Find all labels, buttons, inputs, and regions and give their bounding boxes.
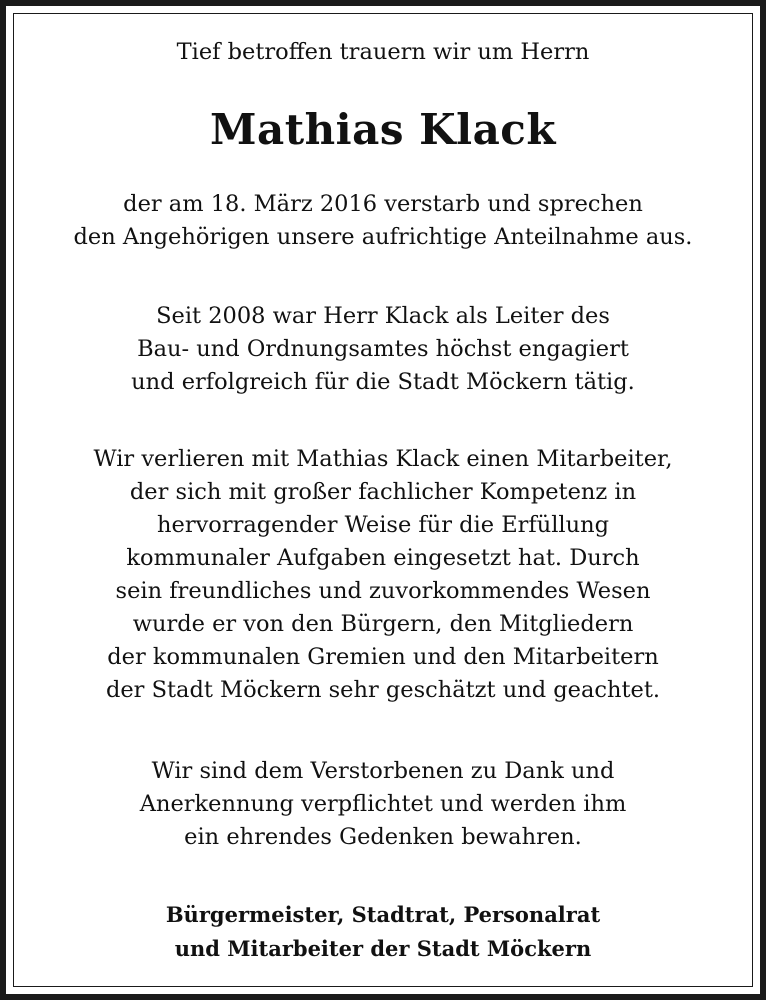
signature-line: und Mitarbeiter der Stadt Möckern (174, 936, 592, 961)
text-line: Wir verlieren mit Mathias Klack einen Mitarbeiter, (93, 446, 673, 472)
intro-text: Tief betroffen trauern wir um Herrn (176, 39, 590, 65)
signature-line: Bürgermeister, Stadtrat, Personalrat (165, 902, 601, 927)
text-line: ein ehrendes Gedenken bewahren. (184, 824, 582, 850)
signature-block (0, 898, 766, 966)
paragraph-tribute (0, 443, 766, 707)
text-line: den Angehörigen unsere aufrichtige Anteilnahme aus. (73, 224, 693, 250)
paragraph-death-date (0, 188, 766, 254)
text-line: hervorragender Weise für die Erfüllung (157, 512, 609, 538)
text-line: und erfolgreich für die Stadt Möckern tätig. (131, 369, 635, 395)
text-line: Seit 2008 war Herr Klack als Leiter des (156, 303, 610, 329)
text-line: kommunaler Aufgaben eingesetzt hat. Durch (126, 545, 640, 571)
text-line: Wir sind dem Verstorbenen zu Dank und (151, 758, 615, 784)
text-line: der am 18. März 2016 verstarb und sprechen (123, 191, 643, 217)
paragraph-career (0, 300, 766, 399)
text-line: der kommunalen Gremien und den Mitarbeitern (107, 644, 659, 670)
text-line: wurde er von den Bürgern, den Mitgliedern (132, 611, 634, 637)
text-line: der Stadt Möckern sehr geschätzt und geachtet. (105, 677, 661, 703)
deceased-name: Mathias Klack (210, 105, 556, 154)
text-line: der sich mit großer fachlicher Kompetenz in (129, 479, 637, 505)
text-line: Anerkennung verpflichtet und werden ihm (139, 791, 627, 817)
paragraph-gratitude (0, 755, 766, 854)
text-line: Bau- und Ordnungsamtes höchst engagiert (137, 336, 629, 362)
text-line: sein freundliches und zuvorkommendes Wesen (115, 578, 651, 604)
